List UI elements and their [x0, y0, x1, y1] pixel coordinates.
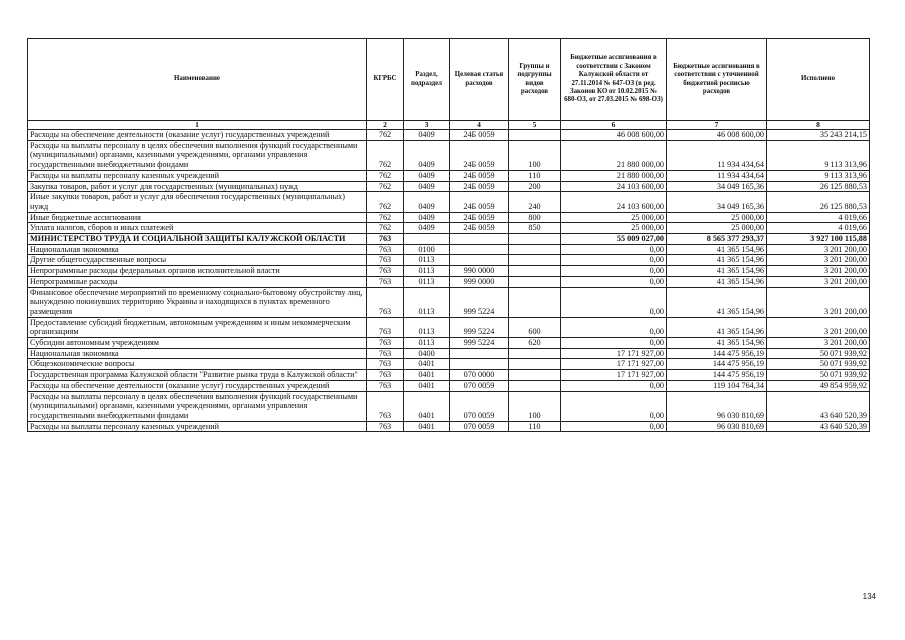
row-expense-group — [509, 255, 561, 266]
row-approved: 0,00 — [561, 266, 667, 277]
row-name: Расходы на обеспечение деятельности (оказание услуг) государственных учреждений — [28, 380, 367, 391]
row-section: 0401 — [404, 359, 450, 370]
row-target-item: 24Б 0059 — [450, 130, 509, 141]
row-target-item — [450, 244, 509, 255]
row-revised: 41 365 154,96 — [667, 338, 767, 349]
row-section: 0409 — [404, 181, 450, 192]
header-target-item: Целевая статья расходов — [450, 39, 509, 121]
row-executed: 3 201 200,00 — [767, 255, 870, 266]
column-number: 2 — [367, 121, 404, 130]
row-kgrbs: 763 — [367, 348, 404, 359]
table-header-row — [28, 39, 870, 121]
row-section: 0409 — [404, 192, 450, 212]
budget-table-sheet — [27, 38, 870, 432]
row-executed: 50 071 939,92 — [767, 370, 870, 381]
row-executed: 43 640 520,39 — [767, 391, 870, 421]
row-expense-group — [509, 130, 561, 141]
header-revised-allocations: Бюджетные ассигнования в соответствии с уточненной бюджетной росписью расходов — [667, 39, 767, 121]
row-approved: 21 880 000,00 — [561, 140, 667, 170]
row-target-item: 990 0000 — [450, 266, 509, 277]
table-row — [28, 317, 870, 337]
row-expense-group — [509, 276, 561, 287]
row-kgrbs: 762 — [367, 192, 404, 212]
row-revised: 46 008 600,00 — [667, 130, 767, 141]
row-name: Непрограммные расходы — [28, 276, 367, 287]
row-approved: 46 008 600,00 — [561, 130, 667, 141]
row-name: Другие общегосударственные вопросы — [28, 255, 367, 266]
row-expense-group: 110 — [509, 421, 561, 432]
row-target-item: 070 0059 — [450, 391, 509, 421]
row-executed: 3 201 200,00 — [767, 287, 870, 317]
row-executed: 4 019,66 — [767, 223, 870, 234]
row-expense-group — [509, 370, 561, 381]
row-executed: 3 201 200,00 — [767, 276, 870, 287]
column-number: 1 — [28, 121, 367, 130]
row-kgrbs: 762 — [367, 212, 404, 223]
table-row — [28, 421, 870, 432]
row-name: Расходы на обеспечение деятельности (оказание услуг) государственных учреждений — [28, 130, 367, 141]
row-executed: 9 113 313,96 — [767, 140, 870, 170]
row-target-item: 070 0059 — [450, 421, 509, 432]
row-target-item: 24Б 0059 — [450, 140, 509, 170]
row-section: 0409 — [404, 170, 450, 181]
row-expense-group — [509, 380, 561, 391]
row-kgrbs: 762 — [367, 170, 404, 181]
row-executed: 50 071 939,92 — [767, 348, 870, 359]
row-expense-group: 800 — [509, 212, 561, 223]
row-name: Общеэкономические вопросы — [28, 359, 367, 370]
row-name: Расходы на выплаты персоналу в целях обеспечения выполнения функций государственными (муниципальными) органами, казенными учреждениями, органами управления государственными внебюджетными фондами — [28, 391, 367, 421]
row-section: 0401 — [404, 421, 450, 432]
row-expense-group: 600 — [509, 317, 561, 337]
row-kgrbs: 763 — [367, 255, 404, 266]
column-number: 3 — [404, 121, 450, 130]
row-kgrbs: 763 — [367, 380, 404, 391]
row-approved: 0,00 — [561, 244, 667, 255]
row-revised: 41 365 154,96 — [667, 255, 767, 266]
row-revised: 25 000,00 — [667, 212, 767, 223]
row-approved: 0,00 — [561, 380, 667, 391]
row-executed: 50 071 939,92 — [767, 359, 870, 370]
column-number: 5 — [509, 121, 561, 130]
row-kgrbs: 763 — [367, 359, 404, 370]
table-row — [28, 276, 870, 287]
budget-execution-table — [27, 38, 870, 432]
row-expense-group: 100 — [509, 140, 561, 170]
row-name: Непрограммные расходы федеральных органов исполнительной власти — [28, 266, 367, 277]
row-section: 0400 — [404, 348, 450, 359]
row-expense-group — [509, 359, 561, 370]
row-kgrbs: 762 — [367, 130, 404, 141]
row-section — [404, 234, 450, 245]
row-kgrbs: 763 — [367, 338, 404, 349]
row-section: 0401 — [404, 370, 450, 381]
row-executed: 3 201 200,00 — [767, 244, 870, 255]
row-name: Национальная экономика — [28, 348, 367, 359]
table-row — [28, 359, 870, 370]
row-kgrbs: 762 — [367, 181, 404, 192]
table-row — [28, 391, 870, 421]
row-section: 0409 — [404, 140, 450, 170]
row-approved: 55 009 027,00 — [561, 234, 667, 245]
row-expense-group — [509, 244, 561, 255]
row-kgrbs: 763 — [367, 276, 404, 287]
row-section: 0409 — [404, 130, 450, 141]
row-expense-group — [509, 234, 561, 245]
row-revised: 41 365 154,96 — [667, 266, 767, 277]
row-target-item — [450, 348, 509, 359]
row-revised: 144 475 956,19 — [667, 359, 767, 370]
row-revised: 11 934 434,64 — [667, 140, 767, 170]
row-target-item: 999 5224 — [450, 317, 509, 337]
row-executed: 3 201 200,00 — [767, 266, 870, 277]
header-approved-allocations: Бюджетные ассигнования в соответствии с Законом Калужской области от 27.11.2014 № 647-ОЗ (в ред. Законов КО от 10.02.2015 № 680-ОЗ, от 27.03.2015 № 698-ОЗ) — [561, 39, 667, 121]
table-row — [28, 130, 870, 141]
row-approved: 24 103 600,00 — [561, 181, 667, 192]
row-section: 0113 — [404, 287, 450, 317]
row-kgrbs: 763 — [367, 287, 404, 317]
row-expense-group — [509, 266, 561, 277]
table-row — [28, 244, 870, 255]
header-kgrbs: КГРБС — [367, 39, 404, 121]
header-executed: Исполнено — [767, 39, 870, 121]
row-section: 0100 — [404, 244, 450, 255]
row-kgrbs: 762 — [367, 140, 404, 170]
row-approved: 25 000,00 — [561, 212, 667, 223]
row-name: Субсидии автономным учреждениям — [28, 338, 367, 349]
row-name: Закупка товаров, работ и услуг для государственных (муниципальных) нужд — [28, 181, 367, 192]
row-kgrbs: 763 — [367, 244, 404, 255]
row-target-item: 24Б 0059 — [450, 192, 509, 212]
row-revised: 41 365 154,96 — [667, 244, 767, 255]
row-section: 0401 — [404, 380, 450, 391]
column-number: 8 — [767, 121, 870, 130]
table-row — [28, 170, 870, 181]
row-section: 0113 — [404, 338, 450, 349]
table-row — [28, 287, 870, 317]
row-name: Национальная экономика — [28, 244, 367, 255]
column-number: 4 — [450, 121, 509, 130]
row-expense-group — [509, 348, 561, 359]
row-name: Расходы на выплаты персоналу в целях обеспечения выполнения функций государственными (муниципальными) органами, казенными учреждениями, органами управления государственными внебюджетными фондами — [28, 140, 367, 170]
row-section: 0113 — [404, 317, 450, 337]
header-expense-group: Группы и подгруппы видов расходов — [509, 39, 561, 121]
row-section: 0409 — [404, 212, 450, 223]
row-target-item: 070 0000 — [450, 370, 509, 381]
row-revised: 11 934 434,64 — [667, 170, 767, 181]
row-approved: 17 171 927,00 — [561, 359, 667, 370]
row-kgrbs: 763 — [367, 317, 404, 337]
row-expense-group: 100 — [509, 391, 561, 421]
table-row — [28, 348, 870, 359]
table-row — [28, 370, 870, 381]
table-row — [28, 223, 870, 234]
row-target-item: 999 0000 — [450, 276, 509, 287]
row-executed: 9 113 313,96 — [767, 170, 870, 181]
row-section: 0113 — [404, 266, 450, 277]
row-approved: 0,00 — [561, 391, 667, 421]
row-name: Финансовое обеспечение мероприятий по временному социально-бытовому обустройству лиц, вынужденно покинувших территорию Украины и находящихся в пунктах временного размещения — [28, 287, 367, 317]
row-executed: 26 125 880,53 — [767, 181, 870, 192]
row-executed: 43 640 520,39 — [767, 421, 870, 432]
row-target-item — [450, 359, 509, 370]
table-row — [28, 255, 870, 266]
row-expense-group — [509, 287, 561, 317]
row-expense-group: 200 — [509, 181, 561, 192]
row-expense-group: 110 — [509, 170, 561, 181]
row-approved: 17 171 927,00 — [561, 348, 667, 359]
row-approved: 0,00 — [561, 287, 667, 317]
row-kgrbs: 762 — [367, 223, 404, 234]
row-approved: 0,00 — [561, 255, 667, 266]
row-name: Расходы на выплаты персоналу казенных учреждений — [28, 421, 367, 432]
row-executed: 49 854 959,92 — [767, 380, 870, 391]
row-section: 0113 — [404, 276, 450, 287]
row-target-item: 24Б 0059 — [450, 212, 509, 223]
row-target-item: 24Б 0059 — [450, 181, 509, 192]
row-section: 0401 — [404, 391, 450, 421]
row-kgrbs: 763 — [367, 391, 404, 421]
row-executed: 35 243 214,15 — [767, 130, 870, 141]
row-revised: 25 000,00 — [667, 223, 767, 234]
row-kgrbs: 763 — [367, 370, 404, 381]
row-revised: 144 475 956,19 — [667, 348, 767, 359]
row-approved: 25 000,00 — [561, 223, 667, 234]
table-row — [28, 192, 870, 212]
row-name: Уплата налогов, сборов и иных платежей — [28, 223, 367, 234]
row-kgrbs: 763 — [367, 234, 404, 245]
row-kgrbs: 763 — [367, 421, 404, 432]
row-target-item: 070 0059 — [450, 380, 509, 391]
row-target-item: 24Б 0059 — [450, 170, 509, 181]
header-section: Раздел, подраздел — [404, 39, 450, 121]
row-name: МИНИСТЕРСТВО ТРУДА И СОЦИАЛЬНОЙ ЗАЩИТЫ КАЛУЖСКОЙ ОБЛАСТИ — [28, 234, 367, 245]
row-approved: 0,00 — [561, 338, 667, 349]
row-executed: 3 201 200,00 — [767, 338, 870, 349]
row-name: Расходы на выплаты персоналу казенных учреждений — [28, 170, 367, 181]
table-row — [28, 212, 870, 223]
row-target-item: 999 5224 — [450, 287, 509, 317]
row-revised: 96 030 810,69 — [667, 421, 767, 432]
row-name: Иные закупки товаров, работ и услуг для обеспечения государственных (муниципальных) нужд — [28, 192, 367, 212]
row-approved: 0,00 — [561, 276, 667, 287]
row-name: Государственная программа Калужской области "Развитие рынка труда в Калужской области" — [28, 370, 367, 381]
column-number-row — [28, 121, 870, 130]
row-revised: 119 104 764,34 — [667, 380, 767, 391]
column-number: 7 — [667, 121, 767, 130]
row-approved: 0,00 — [561, 317, 667, 337]
table-row — [28, 181, 870, 192]
table-row — [28, 234, 870, 245]
row-expense-group: 620 — [509, 338, 561, 349]
header-name: Наименование — [28, 39, 367, 121]
table-row — [28, 380, 870, 391]
row-revised: 34 049 165,36 — [667, 181, 767, 192]
page-number: 134 — [862, 592, 876, 601]
row-approved: 24 103 600,00 — [561, 192, 667, 212]
row-approved: 17 171 927,00 — [561, 370, 667, 381]
table-body — [28, 130, 870, 432]
row-revised: 144 475 956,19 — [667, 370, 767, 381]
row-revised: 41 365 154,96 — [667, 287, 767, 317]
row-target-item: 999 5224 — [450, 338, 509, 349]
row-section: 0409 — [404, 223, 450, 234]
table-row — [28, 140, 870, 170]
row-executed: 3 201 200,00 — [767, 317, 870, 337]
row-revised: 34 049 165,36 — [667, 192, 767, 212]
row-name: Предоставление субсидий бюджетным, автономным учреждениям и иным некоммерческим организациям — [28, 317, 367, 337]
row-name: Иные бюджетные ассигнования — [28, 212, 367, 223]
row-revised: 96 030 810,69 — [667, 391, 767, 421]
table-row — [28, 266, 870, 277]
row-approved: 21 880 000,00 — [561, 170, 667, 181]
column-number: 6 — [561, 121, 667, 130]
row-revised: 41 365 154,96 — [667, 317, 767, 337]
row-kgrbs: 763 — [367, 266, 404, 277]
row-target-item — [450, 234, 509, 245]
row-expense-group: 850 — [509, 223, 561, 234]
row-approved: 0,00 — [561, 421, 667, 432]
row-executed: 3 927 100 115,88 — [767, 234, 870, 245]
row-target-item — [450, 255, 509, 266]
row-target-item: 24Б 0059 — [450, 223, 509, 234]
row-section: 0113 — [404, 255, 450, 266]
row-executed: 4 019,66 — [767, 212, 870, 223]
row-executed: 26 125 880,53 — [767, 192, 870, 212]
row-revised: 8 565 377 293,37 — [667, 234, 767, 245]
table-row — [28, 338, 870, 349]
row-expense-group: 240 — [509, 192, 561, 212]
row-revised: 41 365 154,96 — [667, 276, 767, 287]
